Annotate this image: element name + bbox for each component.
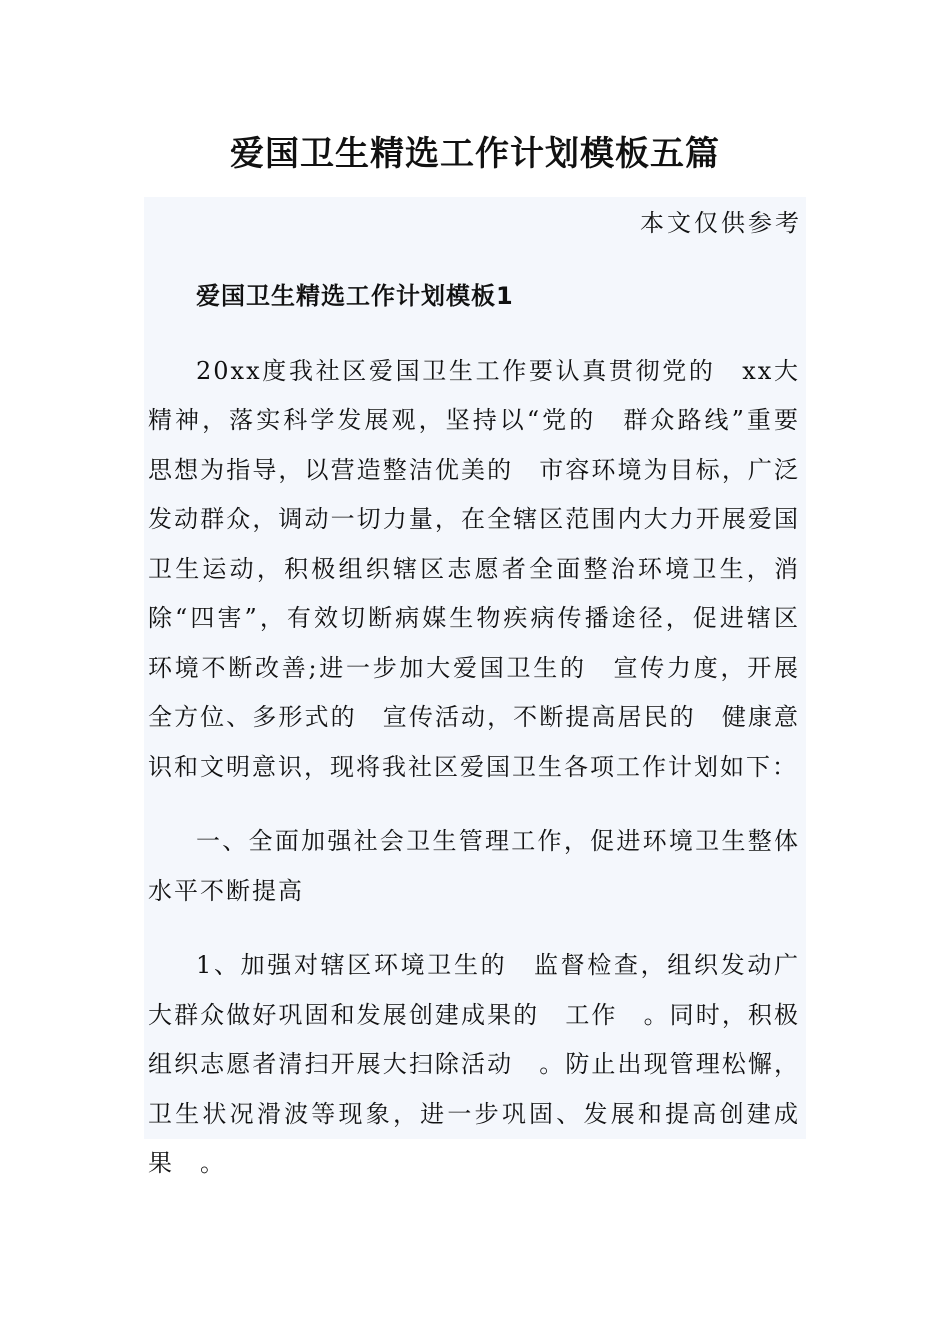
paragraph-intro: 20xx度我社区爱国卫生工作要认真贯彻党的 xx大精神，落实科学发展观，坚持以“党的 群众路线”重要思想为指导，以营造整洁优美的 市容环境为目标，广泛发动群众，调动一切力量，在全辖区范围内大力开展爱国卫生运动，积极组织辖区志愿者全面整治环境卫生，消除“四害”，有效切断病媒生物疾病传播途径，促进辖区环境不断改善;进一步加大爱国卫生的 宣传力度，开展全方位、多形式的 宣传活动，不断提高居民的 健康意识和文明意识，现将我社区爱国卫生各项工作计划如下： (148, 356, 800, 781)
paragraph-item-one: 1、加强对辖区环境卫生的 监督检查，组织发动广大群众做好巩固和发展创建成果的 工作 。同时，积极组织志愿者清扫开展大扫除活动 。防止出现管理松懈，卫生状况滑波等现象，进一步巩固、发展和提高创建成果 。 (148, 951, 800, 1177)
document-body (144, 197, 806, 1177)
document-title: 爱国卫生精选工作计划模板五篇 (230, 134, 720, 174)
reference-note: 本文仅供参考 (640, 209, 802, 237)
section-heading: 爱国卫生精选工作计划模板1 (196, 282, 514, 310)
paragraph-section-one: 一、全面加强社会卫生管理工作，促进环境卫生整体水平不断提高 (148, 827, 800, 905)
document-content (148, 272, 800, 1214)
